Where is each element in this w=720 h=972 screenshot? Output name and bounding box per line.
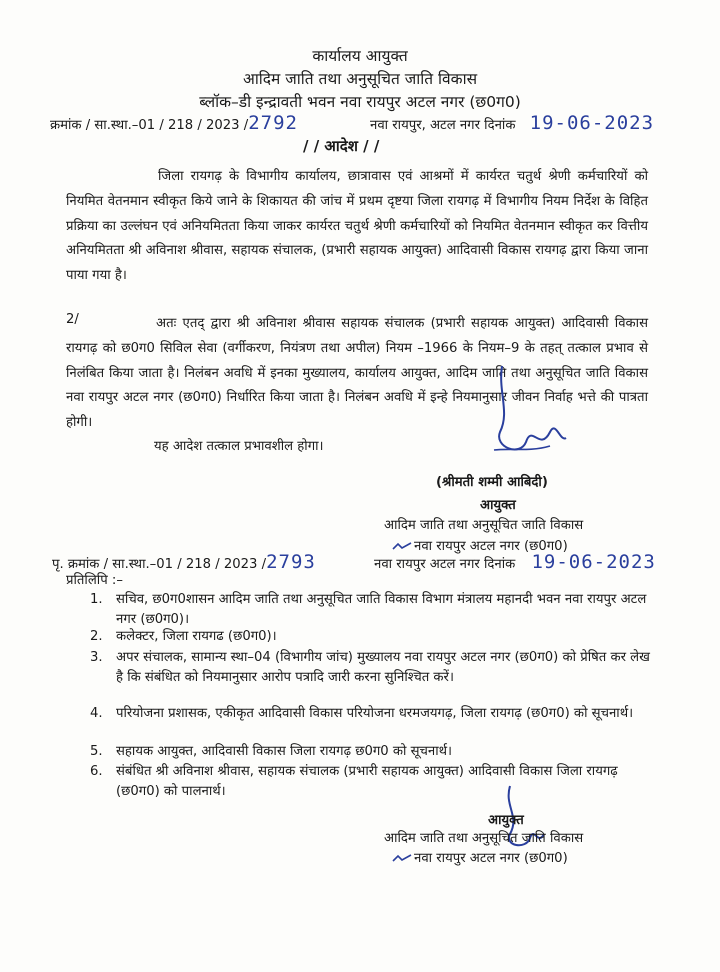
copy-reference-prefix: पृ. क्रमांक / सा.स्था.–01 / 218 / 2023 / bbox=[52, 557, 267, 572]
signatory-title-2: आयुक्त bbox=[488, 813, 524, 828]
copy-item-6 bbox=[90, 762, 650, 802]
order-paragraph-1: जिला रायगढ़ के विभागीय कार्यालय, छात्रावास एवं आश्रमों में कार्यरत चतुर्थ श्रेणी कर्मचारियों को नियमित वेतनमान स्वीकृत किये जाने के शिकायत की जांच में प्रथम दृष्टया जिला रायगढ़ में विभागीय नियम निर्देश के विहित प्रक्रिया का उल्लंघन एवं अनियमितता किया जाकर कार्यरत चतुर्थ श्रेणी कर्मचारियों को नियमित वेतनमान स्वीकृत कर वित्तीय अनियमितता श्री अविनाश श्रीवास, सहायक संचालक, (प्रभारी सहायक आयुक्त) आदिवासी विकास रायगढ़ द्वारा किया जाना पाया गया है। bbox=[66, 169, 648, 284]
copy-label: प्रतिलिपि :– bbox=[66, 573, 123, 588]
copy-item-number: 6. bbox=[90, 764, 103, 779]
order-reference-prefix: क्रमांक / सा.स्था.–01 / 218 / 2023 / bbox=[50, 118, 249, 133]
copy-item-number: 4. bbox=[90, 706, 103, 721]
order-paragraph-2: अतः एतद् द्वारा श्री अविनाश श्रीवास सहायक संचालक (प्रभारी सहायक आयुक्त) आदिवासी विकास रायगढ़ को छ0ग0 सिविल सेवा (वर्गीकरण, नियंत्रण तथा अपील) नियम –1966 के नियम–9 के तहत् तत्काल प्रभाव से निलंबित किया जाता है। निलंबन अवधि में इनका मुख्यालय, कार्यालय आयुक्त, आदिम जाति तथा अनुसूचित जाति विकास नवा रायपुर अटल नगर (छ0ग0) निर्धारित किया जाता है। निलंबन अवधि में इन्हे नियमानुसार जीवन निर्वाह भत्ते की पात्रता होगी। bbox=[66, 316, 648, 431]
department-title: आदिम जाति तथा अनुसूचित जाति विकास bbox=[242, 70, 478, 88]
signatory-title: आयुक्त bbox=[480, 498, 516, 513]
copy-item-number: 2. bbox=[90, 629, 103, 644]
order-date-handwritten: 19-06-2023 bbox=[529, 112, 655, 134]
office-title: कार्यालय आयुक्त bbox=[312, 47, 408, 65]
signatory-place-2-text: नवा रायपुर अटल नगर (छ0ग0) bbox=[414, 851, 568, 866]
pen-tick-mark bbox=[392, 853, 412, 863]
effective-statement: यह आदेश तत्काल प्रभावशील होगा। bbox=[154, 439, 324, 454]
copy-item-text: परियोजना प्रशासक, एकीकृत आदिवासी विकास परियोजना धरमजयगढ़, जिला रायगढ़ (छ0ग0) को सूचनार्थ। bbox=[116, 706, 634, 721]
copy-item-1 bbox=[90, 590, 650, 630]
signatory-department-2: आदिम जाति तथा अनुसूचित जाति विकास bbox=[384, 831, 584, 846]
order-title: / / आदेश / / bbox=[303, 137, 380, 155]
copy-item-5 bbox=[90, 742, 650, 762]
copy-item-text: सहायक आयुक्त, आदिवासी विकास जिला रायगढ़ छ0ग0 को सूचनार्थ। bbox=[116, 744, 453, 759]
copy-item-number: 3. bbox=[90, 650, 103, 665]
order-number-handwritten: 2792 bbox=[248, 112, 298, 134]
signatory-place-text: नवा रायपुर अटल नगर (छ0ग0) bbox=[414, 539, 568, 554]
order-place-date bbox=[370, 112, 654, 134]
signatory-department: आदिम जाति तथा अनुसूचित जाति विकास bbox=[384, 518, 584, 533]
copy-place-date-label: नवा रायपुर अटल नगर दिनांक bbox=[374, 557, 516, 572]
copy-item-text: सचिव, छ0ग0शासन आदिम जाति तथा अनुसूचित जाति विकास विभाग मंत्रालय महानदी भवन नवा रायपुर अटल नगर (छ0ग0)। bbox=[116, 592, 647, 627]
copy-item-number: 1. bbox=[90, 592, 103, 607]
signatory-name: (श्रीमती शम्मी आबिदी) bbox=[436, 475, 548, 490]
copy-item-text: संबंधित श्री अविनाश श्रीवास, सहायक संचालक (प्रभारी सहायक आयुक्त) आदिवासी विकास जिला रायगढ़ (छ0ग0) को पालनार्थ। bbox=[116, 764, 618, 799]
copy-item-4 bbox=[90, 704, 650, 724]
paragraph-2-number: 2/ bbox=[66, 312, 79, 327]
copy-item-text: अपर संचालक, सामान्य स्था–04 (विभागीय जांच) मुख्यालय नवा रायपुर अटल नगर (छ0ग0) को प्रेषित कर लेख है कि संबंधित को नियमानुसार आरोप पत्रादि जारी करना सुनिश्चित करें। bbox=[116, 650, 650, 685]
pen-tick-mark bbox=[392, 541, 412, 551]
copy-date-handwritten: 19-06-2023 bbox=[531, 551, 656, 573]
signatory-place-2 bbox=[414, 848, 568, 866]
copy-item-3 bbox=[90, 648, 650, 688]
office-address: ब्लॉक–डी इन्द्रावती भवन नवा रायपुर अटल नगर (छ0ग0) bbox=[199, 93, 521, 111]
commissioner-signature-1 bbox=[470, 362, 580, 482]
copy-place-date bbox=[374, 551, 656, 573]
copy-number-handwritten: 2793 bbox=[266, 551, 316, 573]
copy-item-2 bbox=[90, 627, 650, 647]
copy-item-text: कलेक्टर, जिला रायगढ (छ0ग0)। bbox=[116, 629, 277, 644]
order-place-date-label: नवा रायपुर, अटल नगर दिनांक bbox=[370, 118, 516, 133]
order-reference bbox=[50, 112, 298, 134]
copy-item-number: 5. bbox=[90, 744, 103, 759]
